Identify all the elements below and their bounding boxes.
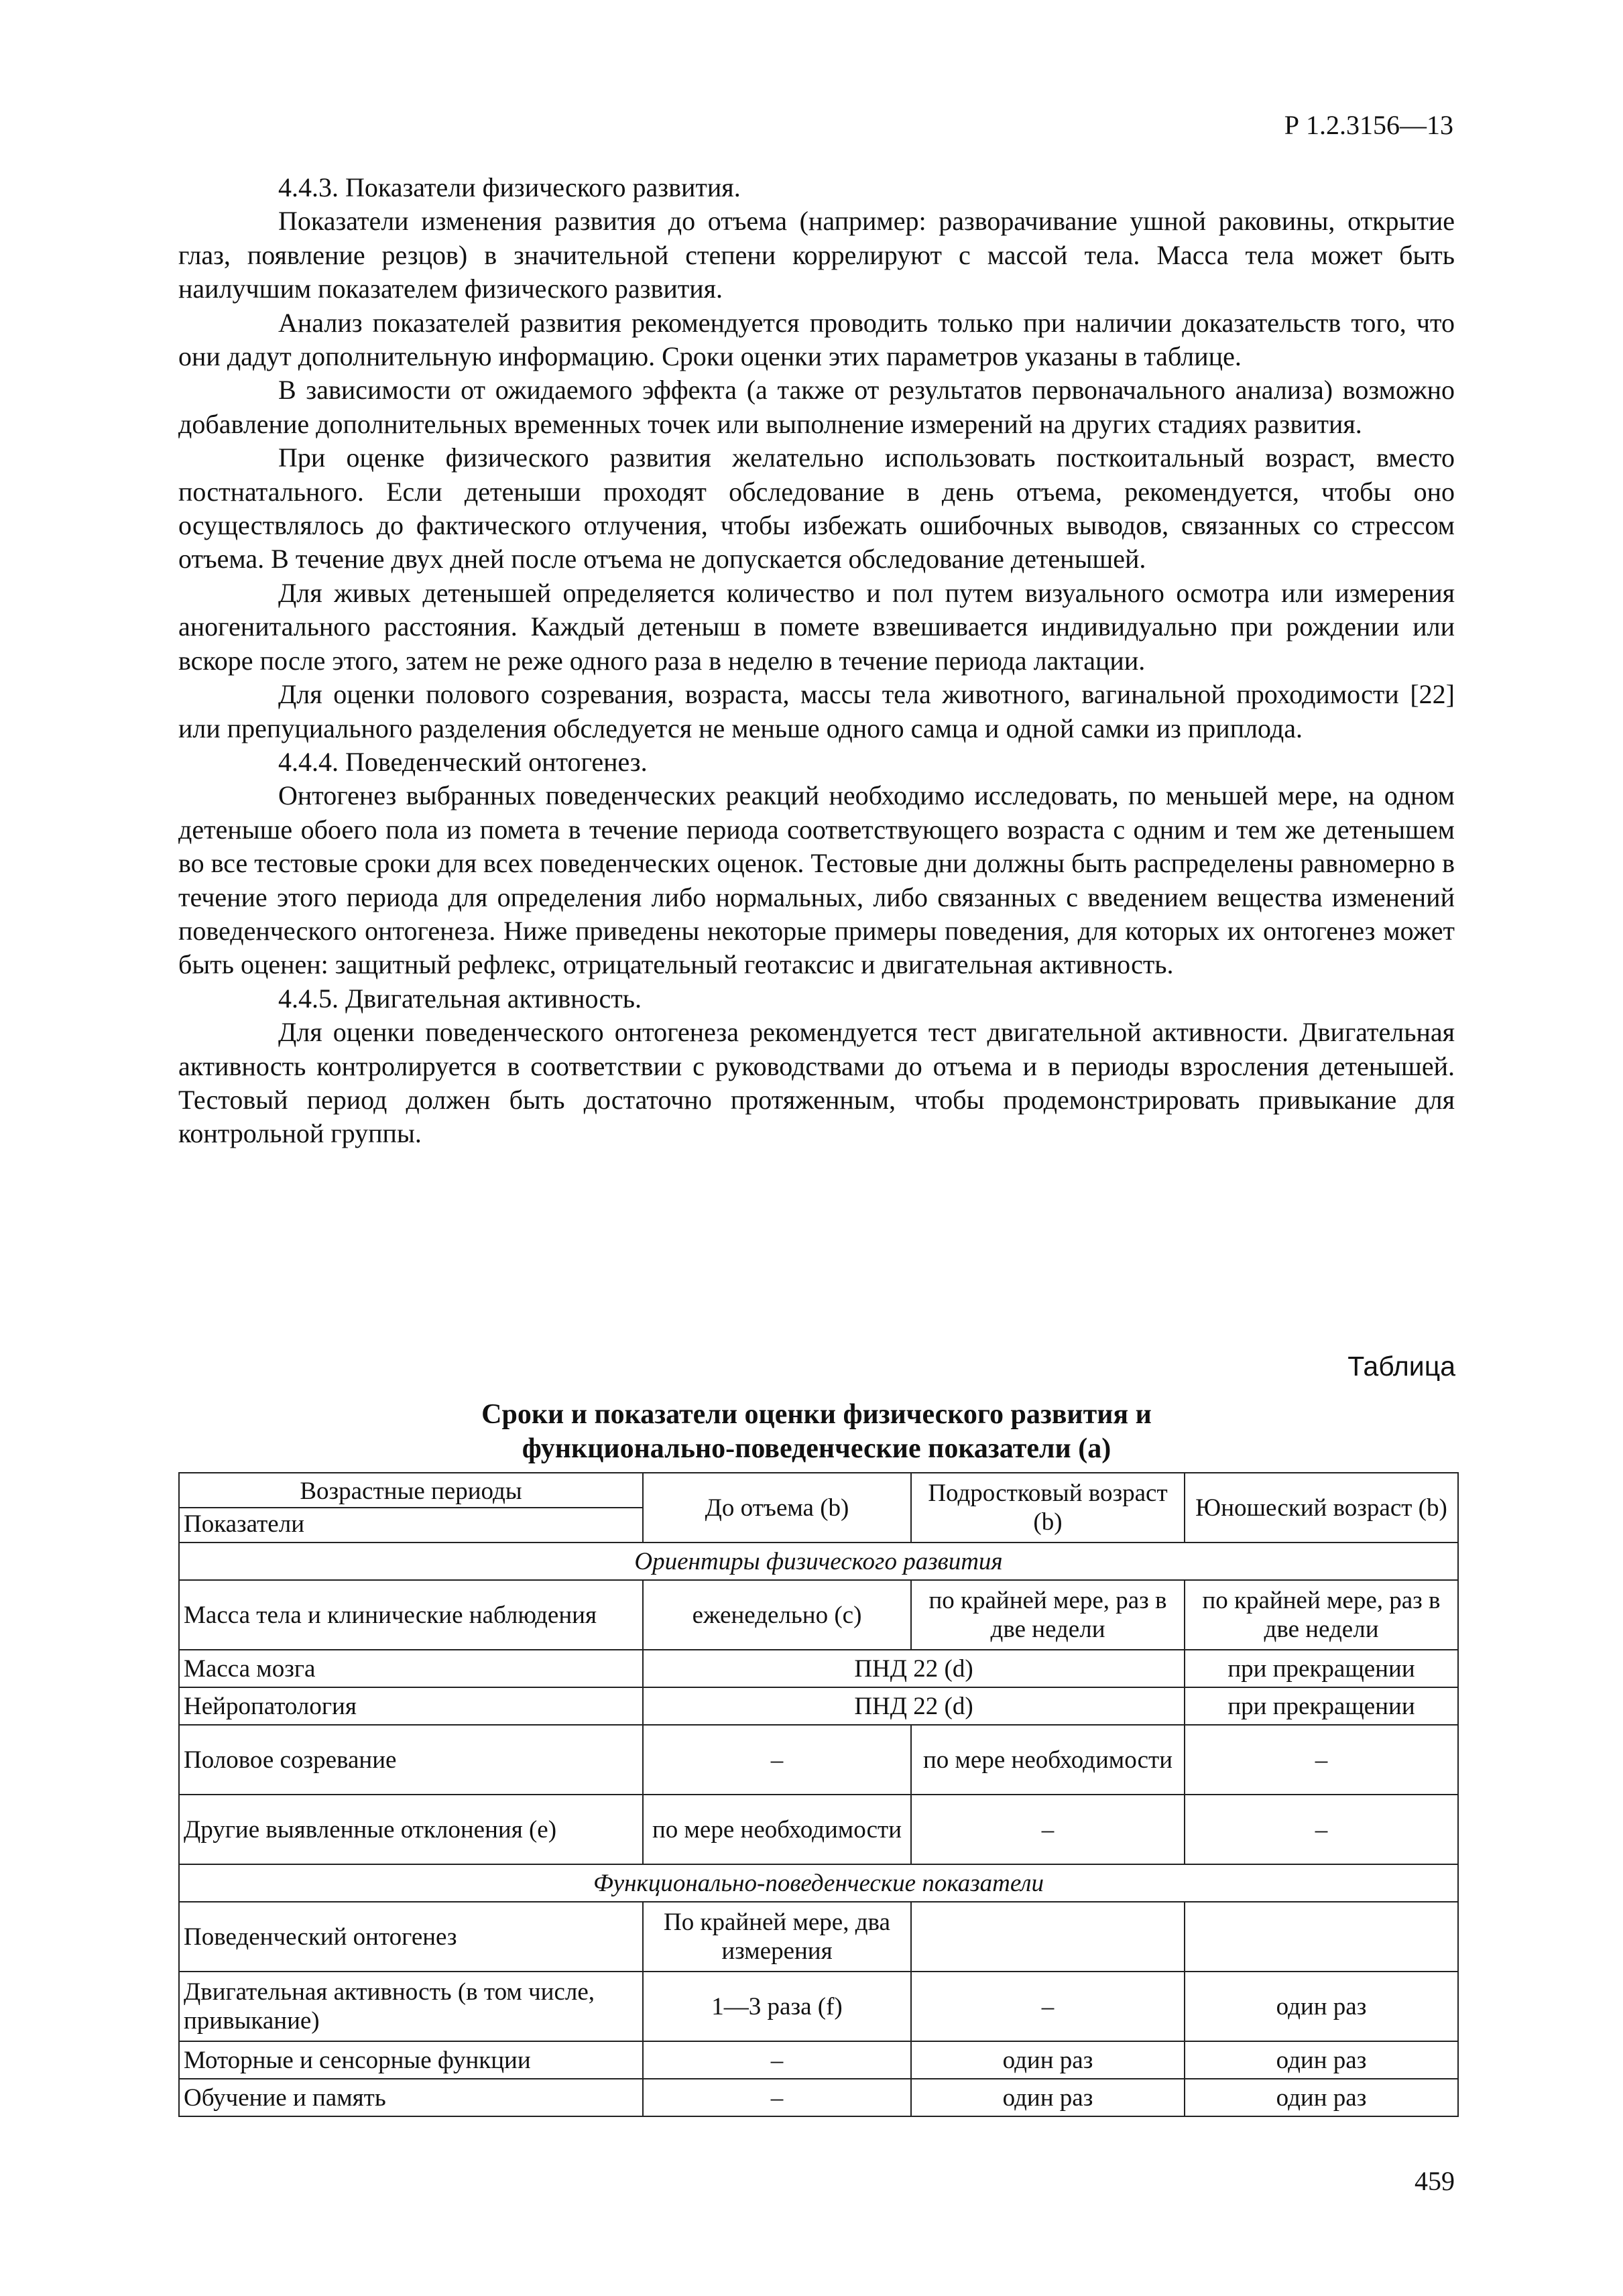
section-heading: 4.4.5. Двигательная активность. xyxy=(278,983,642,1014)
table-row xyxy=(179,1972,1458,2041)
table-label: Таблица xyxy=(1347,1351,1455,1382)
table-row xyxy=(179,1902,1458,1972)
row-label: Масса тела и клинические наблюдения xyxy=(179,1580,643,1650)
cell: по мере необходимости xyxy=(911,1725,1185,1795)
table-row xyxy=(179,1687,1458,1725)
cell: при прекращении xyxy=(1185,1650,1458,1687)
cell: – xyxy=(911,1795,1185,1864)
row-label: Двигательная активность (в том числе, привыкание) xyxy=(179,1972,643,2041)
header-corner-cell xyxy=(179,1473,643,1543)
cell: По крайней мере, два измерения xyxy=(643,1902,911,1972)
cell: – xyxy=(643,2079,911,2116)
table-row xyxy=(179,1795,1458,1864)
header-periods: Возрастные периоды xyxy=(180,1477,642,1508)
paragraph: При оценке физического развития желательно использовать посткоитальный возраст, вместо постнатального. Если детеныши проходят обследование в день отъема, рекомендуется, чтобы оно осуществлялось до фактического отлучения, чтобы избежать ошибочных выводов, связанных со стрессом отъема. В течение двух дней после отъема не допускается обследование детенышей. xyxy=(178,442,1455,575)
table-title-line: функционально-поведенческие показатели (а) xyxy=(522,1433,1111,1464)
paragraph: В зависимости от ожидаемого эффекта (а также от результатов первоначального анализа) возможно добавление дополнительных временных точек или выполнение измерений на других стадиях развития. xyxy=(178,375,1455,439)
paragraph: Для живых детенышей определяется количество и пол путем визуального осмотра или измерения аногенитального расстояния. Каждый детеныш в помете взвешивается индивидуально при рождении или вскоре после этого, затем не реже одного раза в неделю в течение периода лактации. xyxy=(178,577,1455,676)
cell: один раз xyxy=(1185,2079,1458,2116)
document-code: Р 1.2.3156—13 xyxy=(1284,110,1453,140)
header-col-juvenile: Юношеский возраст (b) xyxy=(1185,1473,1458,1543)
cell xyxy=(1185,1902,1458,1972)
cell: при прекращении xyxy=(1185,1687,1458,1725)
cell: – xyxy=(1185,1725,1458,1795)
cell: – xyxy=(1185,1795,1458,1864)
assessment-table xyxy=(178,1472,1459,2117)
header-indicators: Показатели xyxy=(184,1510,304,1538)
cell xyxy=(911,1902,1185,1972)
table-row xyxy=(179,1725,1458,1795)
cell: ПНД 22 (d) xyxy=(643,1650,1185,1687)
section-row xyxy=(179,1864,1458,1902)
paragraph: Показатели изменения развития до отъема (например: разворачивание ушной раковины, открытие глаз, появление резцов) в значительной степени коррелируют с массой тела. Масса тела может быть наилучшим показателем физического развития. xyxy=(178,206,1455,304)
section-label: Ориентиры физического развития xyxy=(179,1543,1458,1580)
page-number: 459 xyxy=(1415,2166,1455,2196)
row-label: Поведенческий онтогенез xyxy=(179,1902,643,1972)
section-heading: 4.4.3. Показатели физического развития. xyxy=(278,172,741,202)
header-col-adolescent: Подростковый возраст (b) xyxy=(911,1473,1185,1543)
paragraph: Для оценки полового созревания, возраста, массы тела животного, вагинальной проходимости [22] или препуциального разделения обследуется не меньше одного самца и одной самки из приплода. xyxy=(178,679,1455,743)
cell: еженедельно (с) xyxy=(643,1580,911,1650)
cell: – xyxy=(643,2041,911,2079)
cell: 1—3 раза (f) xyxy=(643,1972,911,2041)
cell: один раз xyxy=(911,2079,1185,2116)
row-label: Моторные и сенсорные функции xyxy=(179,2041,643,2079)
cell: ПНД 22 (d) xyxy=(643,1687,1185,1725)
section-row xyxy=(179,1543,1458,1580)
cell: один раз xyxy=(1185,1972,1458,2041)
cell: один раз xyxy=(911,2041,1185,2079)
table-header-row xyxy=(179,1473,1458,1543)
row-label: Масса мозга xyxy=(179,1650,643,1687)
row-label: Нейропатология xyxy=(179,1687,643,1725)
row-label: Обучение и память xyxy=(179,2079,643,2116)
table-title xyxy=(178,1398,1455,1466)
cell: по мере необходимости xyxy=(643,1795,911,1864)
cell: один раз xyxy=(1185,2041,1458,2079)
cell: – xyxy=(643,1725,911,1795)
table-title-line: Сроки и показатели оценки физического развития и xyxy=(481,1399,1152,1430)
section-label: Функционально-поведенческие показатели xyxy=(179,1864,1458,1902)
paragraph: Онтогенез выбранных поведенческих реакций необходимо исследовать, по меньшей мере, на одном детеныше обоего пола из помета в течение периода соответствующего возраста с одним и тем же детенышем во все тестовые сроки для всех поведенческих оценок. Тестовые дни должны быть распределены равномерно в течение этого периода для определения либо нормальных, либо связанных с введением вещества изменений поведенческого онтогенеза. Ниже приведены некоторые примеры поведения, для которых их онтогенез может быть оценен: защитный рефлекс, отрицательный геотаксис и двигательная активность. xyxy=(178,780,1455,980)
table-row xyxy=(179,2041,1458,2079)
header-col-preweaning: До отъема (b) xyxy=(643,1473,911,1543)
row-label: Другие выявленные отклонения (е) xyxy=(179,1795,643,1864)
table-row xyxy=(179,1650,1458,1687)
cell: по крайней мере, раз в две недели xyxy=(1185,1580,1458,1650)
table-row xyxy=(179,2079,1458,2116)
cell: – xyxy=(911,1972,1185,2041)
table-row xyxy=(179,1580,1458,1650)
paragraph: Для оценки поведенческого онтогенеза рекомендуется тест двигательной активности. Двигательная активность контролируется в соответствии с руководствами до отъема и в периоды взросления детенышей. Тестовый период должен быть достаточно протяженным, чтобы продемонстрировать привыкание для контрольной группы. xyxy=(178,1017,1455,1149)
body-text xyxy=(178,171,1455,1151)
paragraph: Анализ показателей развития рекомендуется проводить только при наличии доказательств того, что они дадут дополнительную информацию. Сроки оценки этих параметров указаны в таблице. xyxy=(178,307,1455,372)
row-label: Половое созревание xyxy=(179,1725,643,1795)
section-heading: 4.4.4. Поведенческий онтогенез. xyxy=(278,746,648,777)
cell: по крайней мере, раз в две недели xyxy=(911,1580,1185,1650)
